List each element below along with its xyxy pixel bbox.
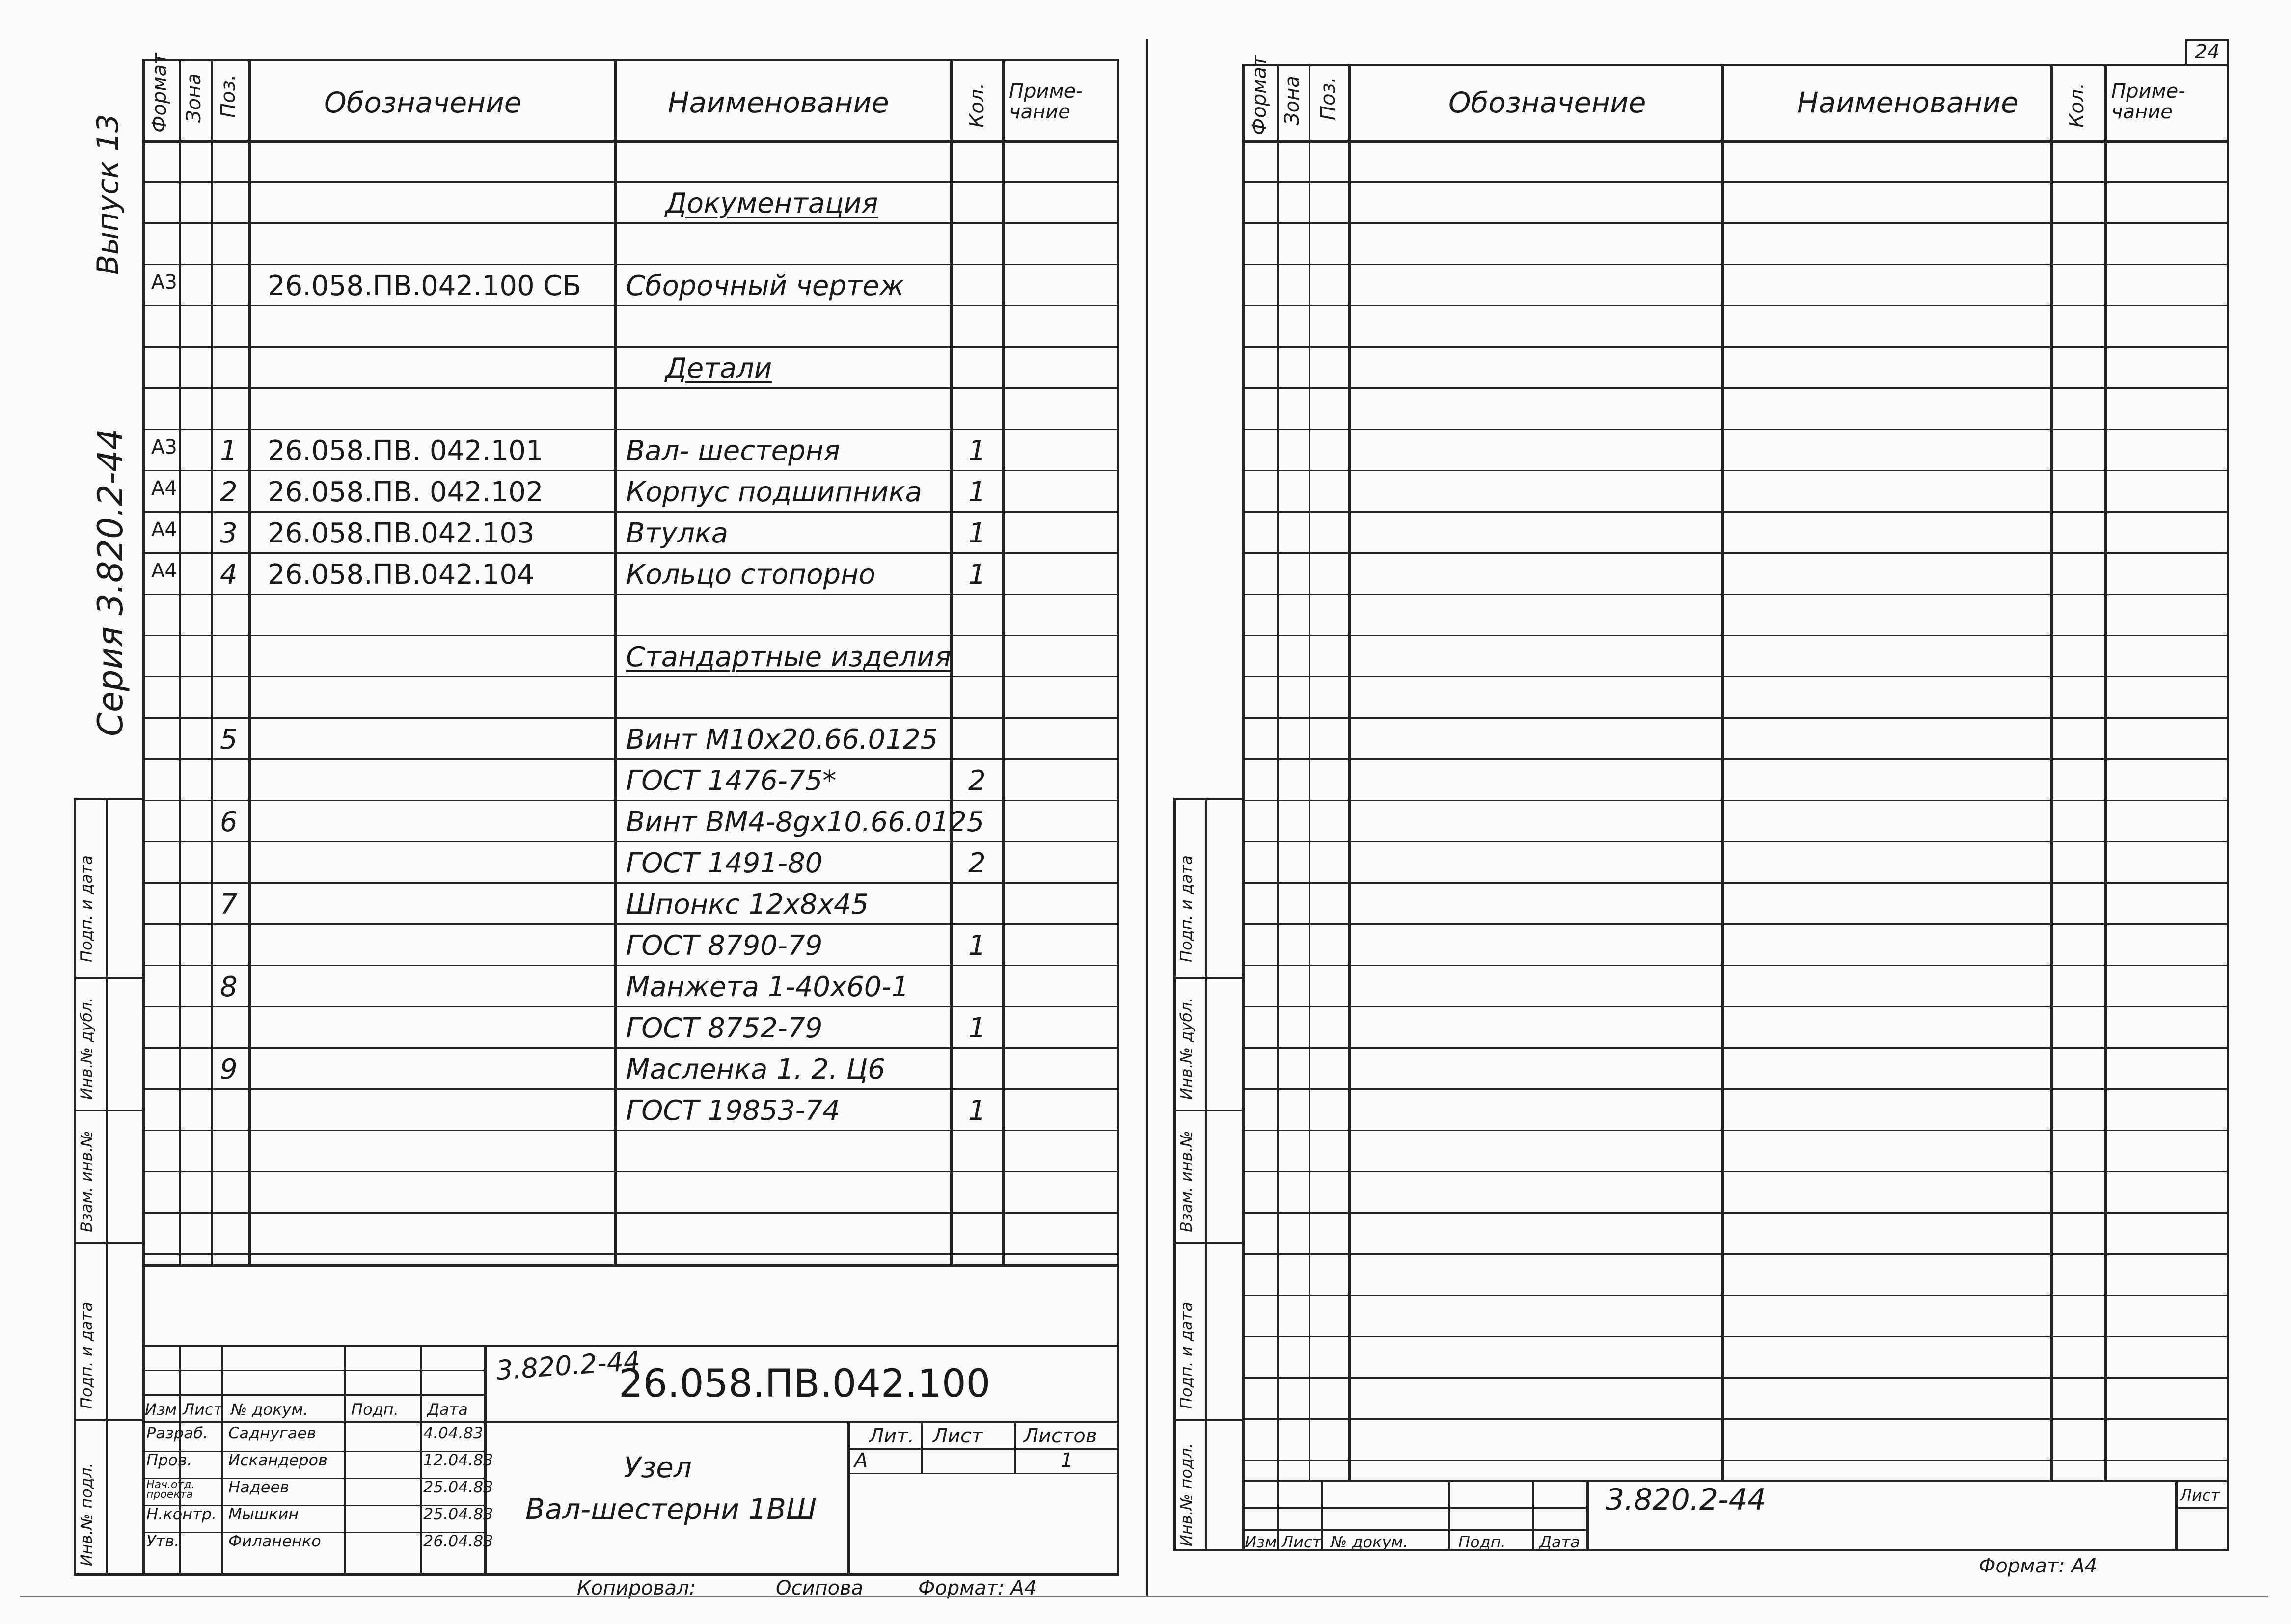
table-row-line [1242, 181, 2229, 183]
table-row-line [142, 965, 1119, 966]
row-name: Вал- шестерня [626, 435, 840, 467]
stamp-label: Подп. и дата [1177, 855, 1196, 962]
table-row-line [1242, 346, 2229, 348]
table-row-line [142, 387, 1119, 389]
row-format: А4 [151, 518, 177, 541]
table-row-line [1242, 305, 2229, 306]
table-row-line [1242, 1088, 2229, 1090]
table-row-line [142, 594, 1119, 595]
header-format: Формат [148, 53, 171, 133]
table-row-line [142, 470, 1119, 471]
r-series-code: 3.820.2-44 [1606, 1483, 1767, 1517]
r-sheet-label: Лист [2180, 1486, 2220, 1505]
title-line1: Узел [624, 1451, 692, 1484]
r-col-sign: Подп. [1458, 1533, 1506, 1551]
col-header-izm: Изм [145, 1400, 177, 1419]
table-row-line [142, 841, 1119, 842]
row-pos: 2 [220, 476, 238, 508]
r-format-label: Формат: А4 [1979, 1555, 2098, 1577]
row-pos: 5 [220, 724, 238, 756]
r-header-pos: Поз. [1317, 77, 1339, 120]
table-row-line [1242, 264, 2229, 265]
r-col-list: Лист [1282, 1533, 1322, 1551]
row-designation: 26.058.ПВ.042.103 [268, 517, 535, 549]
row-name: Масленка 1. 2. Ц6 [626, 1054, 885, 1085]
col-header-list: Лист [183, 1400, 223, 1419]
row-name: ГОСТ 8752-79 [626, 1012, 823, 1044]
table-row-line [142, 552, 1119, 554]
stamp-label: Взам. инв.№ [1177, 1130, 1196, 1232]
stamp-label: Инв.№ дубл. [1177, 997, 1196, 1100]
r-header-format: Формат [1248, 55, 1271, 135]
row-pos: 3 [220, 517, 238, 549]
series-label: Серия 3.820.2-44 [90, 428, 131, 736]
role-date: 25.04.83 [423, 1505, 493, 1523]
row-qty: 2 [968, 765, 986, 797]
r-col-doc: № докум. [1331, 1533, 1408, 1551]
row-pos: 6 [220, 806, 238, 838]
row-pos: 8 [220, 971, 238, 1003]
sheet-separator [1146, 39, 1148, 1596]
row-qty: 1 [968, 435, 986, 467]
col-header-doc: № докум. [231, 1400, 308, 1419]
page-number: 24 [2195, 41, 2220, 63]
table-row-line [1242, 1006, 2229, 1007]
row-format: А4 [151, 560, 177, 582]
table-row-line [1242, 429, 2229, 430]
lit-label: Лит. [869, 1425, 915, 1447]
header-name: Наименование [668, 86, 889, 119]
role-date: 25.04.83 [423, 1478, 493, 1496]
table-row-line [1242, 717, 2229, 719]
row-qty: 1 [968, 930, 986, 962]
table-row-line [1242, 1377, 2229, 1379]
role-name: Надеев [228, 1478, 290, 1496]
row-name: Сборочный чертеж [626, 270, 904, 302]
row-name: Корпус подшипника [626, 476, 922, 508]
row-name: ГОСТ 8790-79 [626, 930, 823, 962]
table-row-line [1242, 1212, 2229, 1214]
role-date: 4.04.83 [423, 1424, 484, 1442]
stamp-label: Инв.№ подл. [77, 1462, 96, 1566]
row-qty: 1 [968, 559, 986, 591]
table-row-line [1242, 387, 2229, 389]
table-row-line [1242, 635, 2229, 636]
row-name: Винт ВМ4-8gх10.66.0125 [626, 806, 984, 838]
col-header-date: Дата [427, 1400, 468, 1419]
table-row-line [142, 635, 1119, 636]
r-header-note: Приме- чание [2111, 80, 2185, 123]
issue-label: Выпуск 13 [91, 114, 125, 275]
row-pos: 1 [220, 435, 238, 467]
table-row-line [1242, 1418, 2229, 1420]
table-row-line [142, 181, 1119, 183]
table-row-line [142, 882, 1119, 884]
section-heading: Детали [665, 352, 772, 384]
row-name: Кольцо стопорно [626, 559, 875, 591]
row-name: Винт М10х20.66.0125 [626, 724, 938, 756]
stamp-label: Подп. и дата [77, 1302, 96, 1409]
table-row-line [1242, 882, 2229, 884]
r-header-name: Наименование [1797, 86, 2018, 119]
table-row-line [142, 1006, 1119, 1007]
row-designation: 26.058.ПВ.042.100 СБ [268, 270, 581, 302]
table-row-line [1242, 1130, 2229, 1131]
role-date: 26.04.83 [423, 1532, 493, 1550]
bottom-rule [20, 1596, 2268, 1597]
section-heading: Документация [665, 188, 878, 219]
table-row-line [142, 429, 1119, 430]
table-row-line [142, 1130, 1119, 1131]
row-format: А4 [151, 477, 177, 500]
table-row-line [142, 222, 1119, 224]
row-name: ГОСТ 19853-74 [626, 1095, 840, 1127]
r-col-izm: Изм [1245, 1533, 1277, 1551]
row-format: А3 [151, 436, 177, 459]
stamp-label: Инв.№ подл. [1177, 1443, 1196, 1546]
role-label: Утв. [146, 1532, 180, 1550]
col-header-sign: Подп. [351, 1400, 399, 1419]
sheets-label: Листов [1024, 1425, 1097, 1447]
table-row-line [142, 346, 1119, 348]
table-row-line [1242, 594, 2229, 595]
row-name: ГОСТ 1491-80 [626, 847, 823, 879]
stamp-label: Инв.№ дубл. [77, 997, 96, 1100]
table-row-line [1242, 511, 2229, 513]
table-row-line [1242, 676, 2229, 677]
right-sheet-frame [1242, 64, 2229, 1551]
table-row-line [1242, 800, 2229, 801]
table-row-line [1242, 1295, 2229, 1296]
row-pos: 9 [220, 1054, 238, 1085]
title-series-code: 3.820.2-44 [495, 1345, 642, 1386]
table-row-line [1242, 1460, 2229, 1461]
copied-label: Копировал: [577, 1577, 696, 1599]
stamp-label: Взам. инв.№ [77, 1130, 96, 1232]
title-doc-number: 26.058.ПВ.042.100 [619, 1362, 991, 1406]
table-row-line [142, 511, 1119, 513]
table-row-line [1242, 1171, 2229, 1172]
table-row-line [142, 676, 1119, 677]
row-format: А3 [151, 271, 177, 294]
row-designation: 26.058.ПВ. 042.101 [268, 435, 544, 467]
table-row-line [142, 264, 1119, 265]
table-row-line [142, 1253, 1119, 1255]
table-row-line [1242, 470, 2229, 471]
role-label: Н.контр. [146, 1505, 217, 1523]
row-name: Втулка [626, 517, 729, 549]
r-header-designation: Обозначение [1448, 86, 1646, 119]
table-row-line [1242, 841, 2229, 842]
header-zone: Зона [183, 73, 205, 123]
r-header-qty: Кол. [2066, 82, 2088, 128]
r-header-zone: Зона [1281, 76, 1304, 125]
stamp-label: Подп. и дата [1177, 1302, 1196, 1409]
table-row-line [1242, 222, 2229, 224]
table-row-line [142, 1171, 1119, 1172]
role-date: 12.04.83 [423, 1451, 493, 1469]
format-label: Формат: А4 [918, 1577, 1037, 1599]
table-row-line [142, 923, 1119, 925]
row-qty: 1 [968, 517, 986, 549]
header-pos: Поз. [217, 74, 240, 118]
row-pos: 7 [220, 889, 238, 920]
row-name: ГОСТ 1476-75* [626, 765, 837, 797]
role-label: Разраб. [146, 1424, 208, 1442]
header-note: Приме- чание [1009, 80, 1083, 123]
r-col-date: Дата [1539, 1533, 1580, 1551]
table-row-line [1242, 1047, 2229, 1049]
section-heading: Стандартные изделия [626, 641, 952, 673]
role-name: Искандеров [228, 1451, 327, 1469]
row-qty: 1 [968, 476, 986, 508]
table-row-line [142, 717, 1119, 719]
row-designation: 26.058.ПВ.042.104 [268, 559, 535, 591]
sheets-value: 1 [1061, 1449, 1073, 1472]
row-name: Манжета 1-40х60-1 [626, 971, 909, 1003]
table-row-line [142, 758, 1119, 760]
title-line2: Вал-шестерни 1ВШ [525, 1492, 817, 1526]
stamp-label: Подп. и дата [77, 855, 96, 962]
table-row-line [1242, 965, 2229, 966]
table-row-line [1242, 1253, 2229, 1255]
row-designation: 26.058.ПВ. 042.102 [268, 476, 544, 508]
role-name: Мышкин [228, 1505, 299, 1523]
table-row-line [142, 1212, 1119, 1214]
table-row-line [142, 1088, 1119, 1090]
table-row-line [1242, 758, 2229, 760]
row-qty: 1 [968, 1012, 986, 1044]
header-qty: Кол. [966, 82, 988, 128]
row-pos: 4 [220, 559, 238, 591]
row-name: Шпонкс 12х8х45 [626, 889, 869, 920]
table-row-line [1242, 552, 2229, 554]
copier-name: Осипова [776, 1577, 864, 1599]
table-row-line [1242, 1336, 2229, 1337]
lit-value: А [854, 1449, 868, 1472]
role-name: Саднугаев [228, 1424, 316, 1442]
sheet-label: Лист [933, 1425, 983, 1447]
table-row-line [142, 305, 1119, 306]
table-row-line [142, 1047, 1119, 1049]
row-qty: 2 [968, 847, 986, 879]
role-label: Нач.отд. проекта [146, 1479, 195, 1501]
header-designation: Обозначение [324, 86, 522, 119]
role-name: Филаненко [228, 1532, 321, 1550]
table-row-line [142, 800, 1119, 801]
role-label: Пров. [146, 1451, 192, 1469]
row-qty: 1 [968, 1095, 986, 1127]
table-row-line [1242, 923, 2229, 925]
